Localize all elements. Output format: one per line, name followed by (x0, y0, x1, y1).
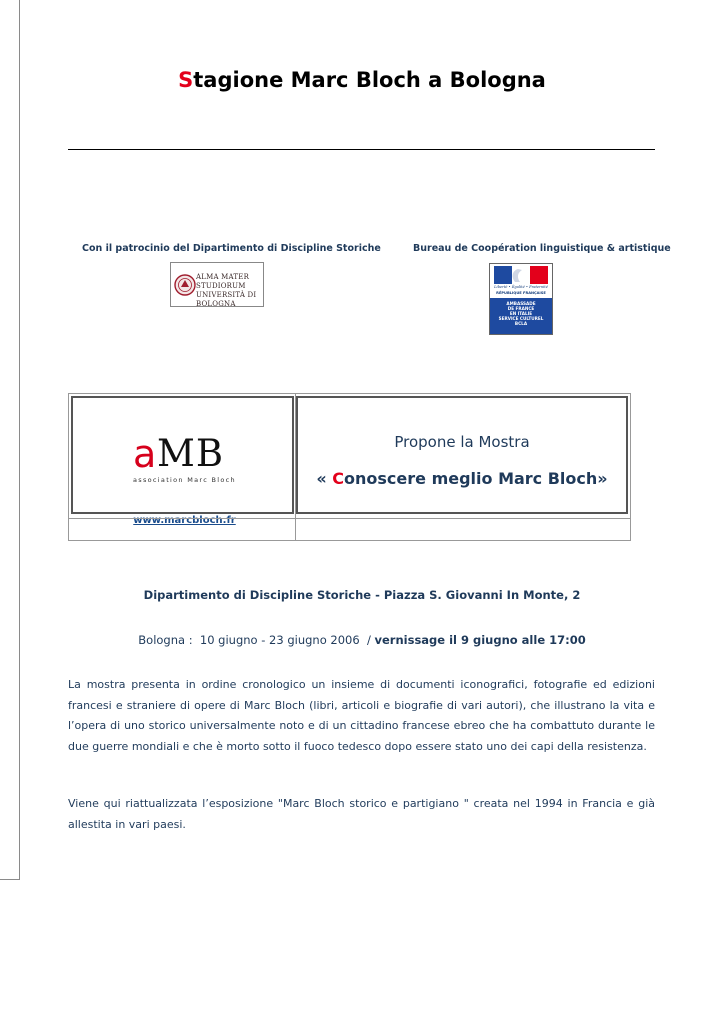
propone-heading: Propone la Mostra (394, 433, 530, 451)
embassy-line-4: SERVICE CULTUREL (498, 316, 544, 321)
title-divider (68, 149, 655, 150)
exhibition-table (68, 393, 631, 541)
university-seal-icon (173, 265, 197, 305)
page-title (0, 68, 724, 92)
exhibition-title-rest: onoscere meglio Marc Bloch» (344, 469, 608, 488)
description-paragraph-1: La mostra presenta in ordine cronologico un insieme di documenti iconografici, fotografie ed edizioni francesi e straniere di opere di Marc Bloch (libri, articoli e biografie di vari autori), che illustrano la vita e l’opera di uno storico universalmente noto e di un cittadino francese ebreo che ha combattuto durante le due guerre mondiali e che è morto sotto il fuoco tedesco dopo essere stato uno dei capi della resistenza. (68, 678, 655, 753)
amb-logo-subtitle: association Marc Bloch (133, 476, 236, 484)
embassy-line-1: AMBASSADE (506, 301, 536, 306)
amb-logo-a: a (133, 432, 157, 476)
event-dates (0, 633, 724, 647)
event-dates-text: Bologna : 10 giugno - 23 giugno 2006 / (138, 633, 375, 647)
french-republic-label: RÉPUBLIQUE FRANÇAISE (496, 291, 546, 295)
venue-address: Dipartimento di Discipline Storiche - Piazza S. Giovanni In Monte, 2 (143, 588, 581, 602)
amb-website-link[interactable]: www.marcbloch.fr (133, 515, 236, 526)
exhibition-title (296, 469, 628, 488)
french-motto: Liberté • Égalité • Fraternité (494, 285, 548, 289)
exhibit-title-cell (296, 396, 628, 514)
embassy-line-5: BCLA (514, 321, 528, 326)
marianne-flag-icon (490, 265, 552, 285)
title-rest: tagione Marc Bloch a Bologna (193, 68, 546, 92)
description-paragraph-2: Viene qui riattualizzata l’esposizione "Marc Bloch storico e partigiano " creata nel 1994 in Francia e già allestita in vari paesi. (68, 797, 655, 831)
amb-logo-cell (71, 396, 294, 526)
patronage-left-label: Con il patrocinio del Dipartimento di Discipline Storiche (82, 243, 381, 254)
table-bottom-row (69, 518, 630, 519)
amb-logo (133, 432, 243, 484)
unibo-line-1: ALMA MATER STUDIORUM (196, 273, 250, 290)
unibo-line-2: UNIVERSITÀ DI BOLOGNA (196, 291, 257, 308)
embassy-line-3: EN ITALIE (509, 311, 533, 316)
vernissage-text: vernissage il 9 giugno alle 17:00 (374, 633, 586, 647)
amb-logo-mb: MB (157, 432, 225, 475)
embassy-line-2: DE FRANCE (507, 306, 535, 311)
title-initial: S (178, 68, 194, 92)
french-embassy-logo (489, 263, 553, 335)
patronage-right-label: Bureau de Coopération linguistique & artistique (413, 243, 671, 254)
page-margin-rule (0, 0, 20, 880)
embassy-blue-box (490, 298, 552, 334)
exhibition-title-open: « (316, 469, 333, 488)
university-bologna-logo (170, 262, 264, 307)
exhibition-title-initial: C (332, 469, 345, 488)
